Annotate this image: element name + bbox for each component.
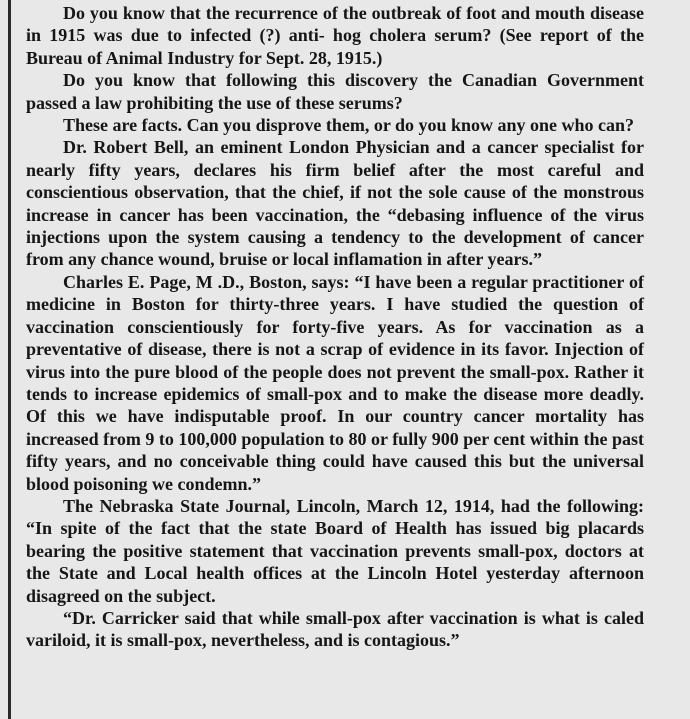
paragraph-charles-page: Charles E. Page, M .D., Boston, says: “I have been a regular practitioner of medicine in Boston for thirty-three years. I have studied the question of vaccination conscientiously for forty-five years. As for vaccination as a preventative of disease, there is not a scrap of evidence in its favor. Injection of virus into the pure blood of the people does not prevent the small-pox. Rather it tends to increase epidemics of small-pox and to make the disease more deadly. Of this we have indisputable proof. In our country cancer mortality has increased from 9 to 100,000 population to 80 or fully 900 per cent within the past fifty years, and no conceivable thing could have caused this but the universal blood poisoning we condemn.” — [26, 271, 644, 494]
paragraph-nebraska-journal: The Nebraska State Journal, Lincoln, March 12, 1914, had the following: “In spite of the fact that the state Board of Health has issued big placards bearing the positive statement that vaccination prevents small-pox, doctors at the State and Local health offices at the Lincoln Hotel yesterday afternoon disagreed on the subject. — [26, 495, 644, 606]
paragraph-carricker: “Dr. Carricker said that while small-pox after vaccination is what is caled variloid, it is small-pox, nevertheless, and is contagious.” — [26, 607, 644, 651]
paragraph-canadian-law: Do you know that following this discovery the Canadian Government passed a law prohibiting the use of these serums? — [26, 70, 644, 113]
paragraph-foot-and-mouth: Do you know that the recurrence of the outbreak of foot and mouth disease in 1915 was due to infected (?) anti- hog cholera serum? (See report of the Bureau of Animal Industry for Sept. 28, 1915.) — [26, 3, 644, 68]
paragraph-robert-bell: Dr. Robert Bell, an eminent London Physician and a cancer specialist for nearly fifty years, declares his firm belief after the most careful and conscientious observation, that the chief, if not the sole cause of the monstrous increase in cancer has been vaccination, the “debasing influence of the virus injections upon the system causing a tendency to the development of cancer from any chance wound, bruise or local inflamation in after years.” — [26, 137, 644, 270]
paragraph-these-are-facts: These are facts. Can you disprove them, or do you know any one who can? — [63, 115, 635, 136]
column-rule — [8, 0, 11, 719]
article-column — [26, 2, 644, 652]
